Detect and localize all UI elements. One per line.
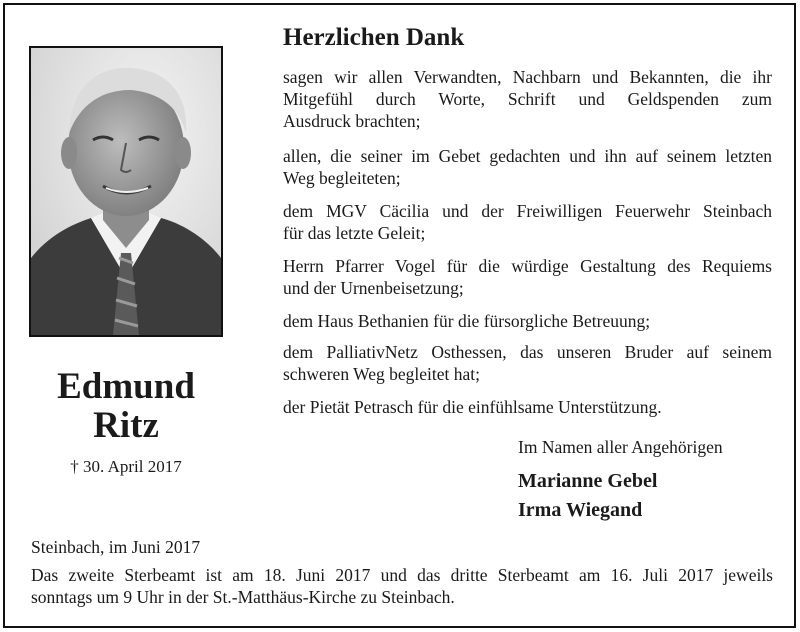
paragraph-line: dem PalliativNetz Osthessen, das unseren Bruder auf seinem [283,342,772,362]
place-date: Steinbach, im Juni 2017 [31,537,201,557]
signature-intro: Im Namen aller Angehörigen [518,437,723,457]
thanks-paragraph [283,396,772,418]
thanks-paragraph [283,255,772,299]
notice-line: sonntags um 9 Uhr in der St.-Matthäus-Kirche zu Steinbach. [31,587,455,607]
paragraph-line: sagen wir allen Verwandten, Nachbarn und Bekannten, die ihr [283,67,772,87]
deceased-last-name: Ritz [93,405,159,446]
portrait-photo [29,46,223,337]
thanks-paragraph [283,200,772,244]
paragraph-line: allen, die seiner im Gebet gedachten und ihn auf seinem letzten [283,146,772,166]
paragraph-line: Herrn Pfarrer Vogel für die würdige Gestaltung des Requiems [283,256,772,276]
paragraph-line: Weg begleiteten; [283,168,401,188]
service-notice [31,564,773,608]
thanks-paragraph [283,341,772,385]
paragraph-line: der Pietät Petrasch für die einfühlsame Unterstützung. [283,397,662,417]
paragraph-line: schweren Weg begleitet hat; [283,364,481,384]
paragraph-line: für das letzte Geleit; [283,223,426,243]
paragraph-line: Ausdruck brachten; [283,111,421,131]
thanks-heading: Herzlichen Dank [283,24,465,51]
thanks-paragraph [283,310,772,332]
thanks-paragraph [283,66,772,132]
paragraph-line: dem MGV Cäcilia und der Freiwilligen Feuerwehr Steinbach [283,201,772,221]
paragraph-line: dem Haus Bethanien für die fürsorgliche Betreuung; [283,311,651,331]
paragraph-line: und der Urnenbeisetzung; [283,278,464,298]
thanks-paragraph [283,145,772,189]
notice-line: Das zweite Sterbeamt ist am 18. Juni 2017 und das dritte Sterbeamt am 16. Juli 2017 jeweils [31,565,773,585]
paragraph-line: Mitgefühl durch Worte, Schrift und Geldspenden zum [283,89,772,109]
death-date: † 30. April 2017 [70,457,182,476]
deceased-first-name: Edmund [57,366,195,407]
signature-name: Irma Wiegand [518,499,643,521]
portrait-image [31,48,221,335]
signature-name: Marianne Gebel [518,470,658,492]
